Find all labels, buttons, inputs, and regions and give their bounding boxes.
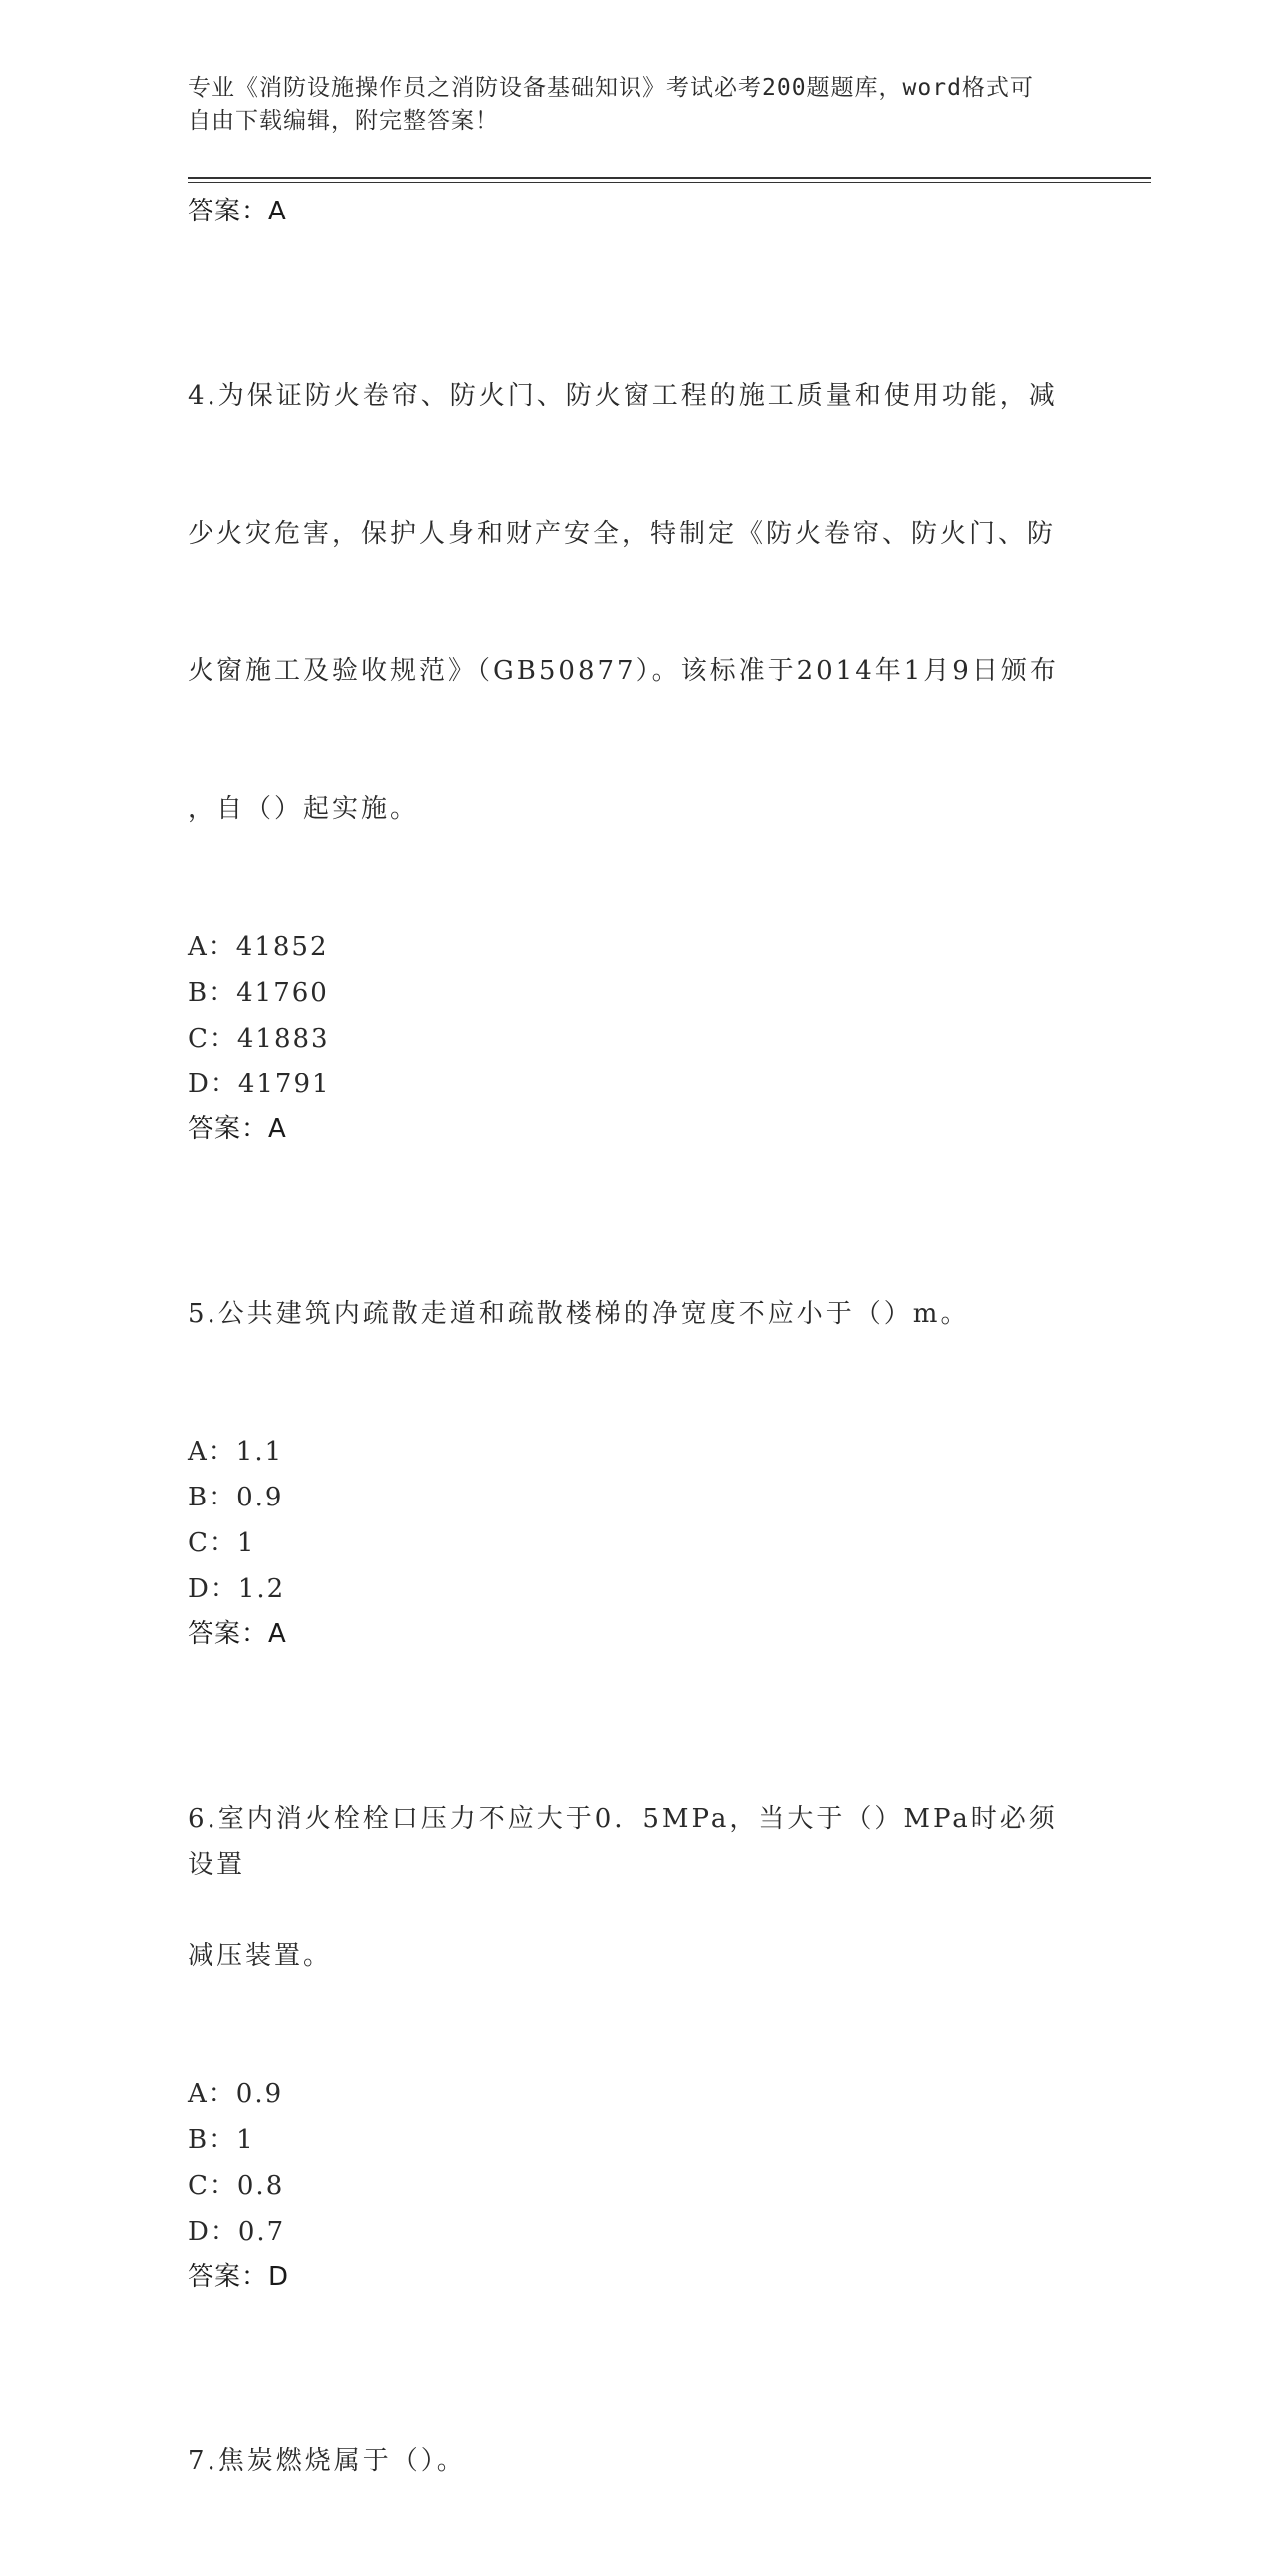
spacer <box>188 2299 1085 2347</box>
option-d: D：41791 <box>188 1070 331 1099</box>
question-line: 5.公共建筑内疏散走道和疏散楼梯的净宽度不应小于（）m。 <box>188 1299 970 1329</box>
question-text <box>188 1704 1085 2071</box>
option-c: C：0.8 <box>188 2171 285 2201</box>
question-line: ，自（）起实施。 <box>188 794 420 824</box>
option-c: C：1 <box>188 1528 256 1558</box>
document-header <box>188 72 1085 138</box>
answer-label: 答案：A <box>188 1619 287 1649</box>
header-divider-thick <box>188 177 1151 179</box>
question-line: 4.为保证防火卷帘、防火门、防火窗工程的施工质量和使用功能，减 <box>188 381 1058 411</box>
question-block <box>188 1199 1085 1656</box>
header-line-1: 专业《消防设施操作员之消防设备基础知识》考试必考200题题库，word格式可 <box>188 75 1034 101</box>
header-divider-thin <box>188 182 1151 183</box>
question-line: 火窗施工及验收规范》（GB50877）。该标准于2014年1月9日颁布 <box>188 656 1059 686</box>
option-b: B：0.9 <box>188 1483 284 1512</box>
question-text <box>188 2347 1085 2576</box>
option-b: B：1 <box>188 2125 255 2155</box>
question-text <box>188 1199 1085 1429</box>
option-d: D：0.7 <box>188 2217 286 2247</box>
spacer <box>188 1656 1085 1704</box>
answer-label: 答案：D <box>188 2262 290 2292</box>
question-block <box>188 1704 1085 2299</box>
option-a: A：41852 <box>188 932 329 962</box>
header-line-2: 自由下载编辑，附完整答案！ <box>188 108 499 134</box>
question-line: 减压装置。 <box>188 1941 333 1971</box>
option-a: A：0.9 <box>188 2079 284 2109</box>
answer-label: 答案：A <box>188 197 287 226</box>
question-line: 6.室内消火栓栓口压力不应大于0．5MPa，当大于（）MPa时必须设置 <box>188 1804 1058 1880</box>
question-line: 7.焦炭燃烧属于（）。 <box>188 2446 466 2476</box>
option-a: A：1.1 <box>188 1437 284 1467</box>
answer-label: 答案：A <box>188 1114 287 1144</box>
option-c: C：41883 <box>188 1024 330 1054</box>
spacer <box>188 1151 1085 1199</box>
option-b: B：41760 <box>188 978 329 1008</box>
option-d: D：1.2 <box>188 1574 286 1604</box>
spacer <box>188 233 1085 281</box>
question-line: 少火灾危害，保护人身和财产安全，特制定《防火卷帘、防火门、防 <box>188 519 1057 549</box>
question-block <box>188 2347 1085 2576</box>
question-block <box>188 281 1085 1151</box>
question-text <box>188 281 1085 924</box>
document-body <box>188 190 1085 2576</box>
